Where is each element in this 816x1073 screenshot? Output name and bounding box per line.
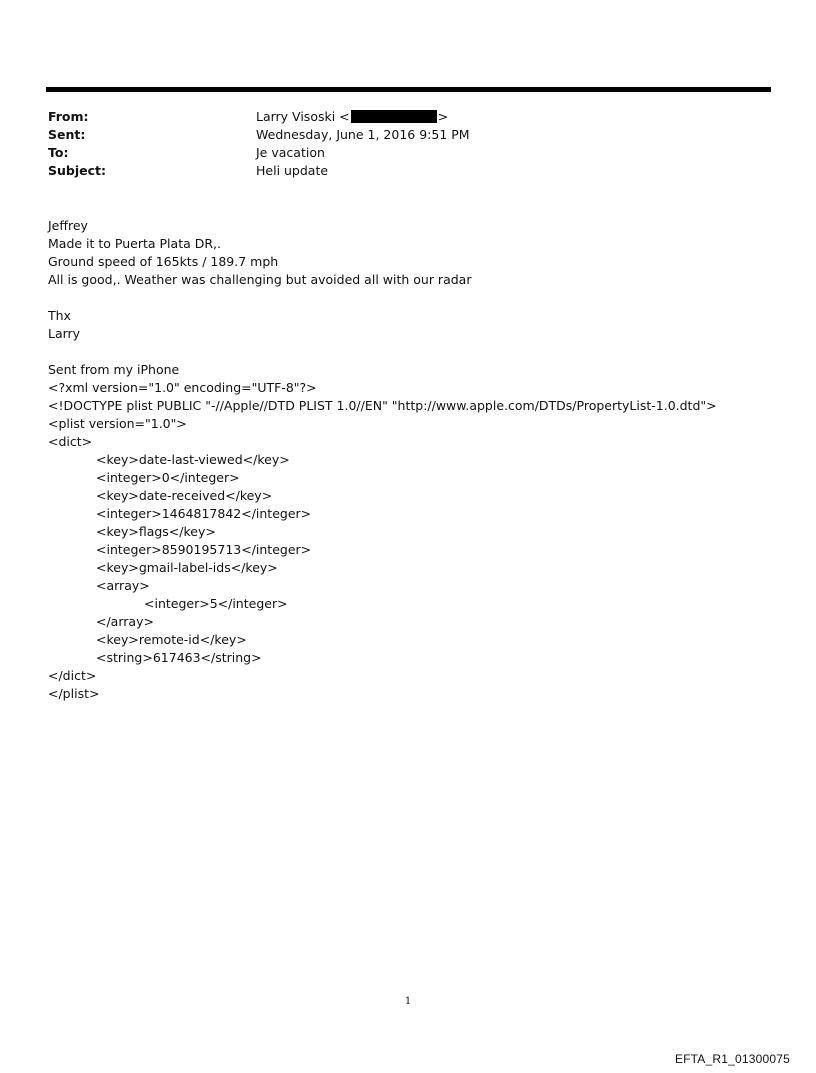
from-value <box>256 108 748 126</box>
from-label: From: <box>48 109 89 124</box>
sent-label: Sent: <box>48 127 86 142</box>
bates-number: EFTA_R1_01300075 <box>674 1052 790 1066</box>
sent-value: Wednesday, June 1, 2016 9:51 PM <box>256 127 470 142</box>
plist-entry: <key>remote-id</key> <box>96 632 247 647</box>
signoff: Thx <box>48 308 71 323</box>
signature: Larry <box>48 326 81 341</box>
redaction-box <box>351 110 437 123</box>
body-line: All is good,. Weather was challenging but avoided all with our radar <box>48 272 472 287</box>
subject-label: Subject: <box>48 163 106 178</box>
page-number: 1 <box>404 996 412 1007</box>
dict-open: <dict> <box>48 434 93 449</box>
greeting: Jeffrey <box>48 218 88 233</box>
plist-entry: <key>date-received</key> <box>96 488 273 503</box>
plist-open: <plist version="1.0"> <box>48 416 187 431</box>
from-name: Larry Visoski < <box>256 109 350 124</box>
dict-close: </dict> <box>48 668 97 683</box>
doctype-line: <!DOCTYPE plist PUBLIC "-//Apple//DTD PLIST 1.0//EN" "http://www.apple.com/DTDs/PropertyList-1.0.dtd"> <box>48 398 717 413</box>
email-header <box>48 108 748 180</box>
plist-entry: <key>gmail-label-ids</key> <box>96 560 278 575</box>
plist-entry: <string>617463</string> <box>96 650 262 665</box>
from-row <box>48 108 748 126</box>
header-divider <box>46 87 771 92</box>
sent-from-line: Sent from my iPhone <box>48 362 180 377</box>
plist-entry: <integer>1464817842</integer> <box>96 506 312 521</box>
body-line: Ground speed of 165kts / 189.7 mph <box>48 254 279 269</box>
plist-entry: <key>date-last-viewed</key> <box>96 452 290 467</box>
plist-entry: <key>flags</key> <box>96 524 216 539</box>
email-body <box>48 217 778 703</box>
subject-row <box>48 162 748 180</box>
to-label: To: <box>48 145 69 160</box>
plist-close: </plist> <box>48 686 100 701</box>
xml-declaration: <?xml version="1.0" encoding="UTF-8"?> <box>48 380 317 395</box>
from-close: > <box>437 109 449 124</box>
plist-array-item: <integer>5</integer> <box>144 596 288 611</box>
plist-array-close: </array> <box>96 614 154 629</box>
plist-entry: <integer>8590195713</integer> <box>96 542 312 557</box>
plist-entry: <integer>0</integer> <box>96 470 240 485</box>
subject-value: Heli update <box>256 163 329 178</box>
plist-entry: <array> <box>96 578 150 593</box>
to-value: Je vacation <box>256 145 325 160</box>
body-line: Made it to Puerta Plata DR,. <box>48 236 221 251</box>
sent-row <box>48 126 748 144</box>
to-row <box>48 144 748 162</box>
